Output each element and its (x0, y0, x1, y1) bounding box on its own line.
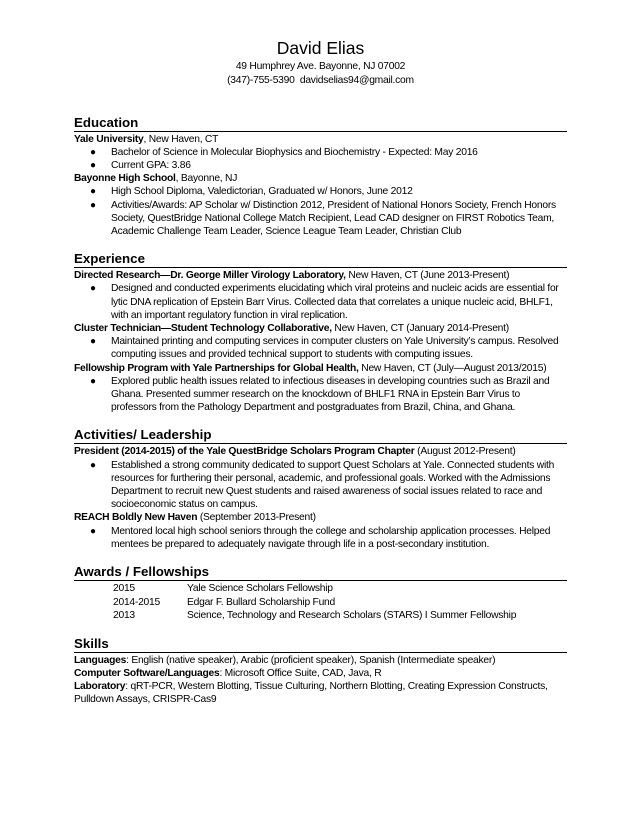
award-title: Science, Technology and Research Scholars (STARS) I Summer Fellowship (187, 610, 517, 622)
section-heading: Skills (74, 636, 567, 653)
entry-org: REACH Boldly New Haven (74, 512, 198, 524)
entry-details: (August 2012-Present) (414, 446, 516, 458)
bullet-list (74, 185, 567, 238)
skill-row (74, 654, 567, 667)
phone: (347)-755-5390 (227, 75, 295, 87)
awards-table (113, 582, 516, 623)
skill-row (74, 667, 567, 680)
address: 49 Humphrey Ave. Bayonne, NJ 07002 (235, 61, 406, 72)
experience-section (74, 251, 567, 414)
section-heading: Education (74, 115, 567, 132)
section-heading: Experience (74, 251, 567, 268)
entry-details: , Bayonne, NJ (175, 173, 238, 185)
entry-details: , New Haven, CT (143, 133, 219, 145)
candidate-name: David Elias (276, 38, 365, 58)
entry-title (74, 445, 567, 458)
section-heading: Awards / Fellowships (74, 564, 567, 581)
bullet-text: Bachelor of Science in Molecular Biophysics and Biochemistry - Expected: May 2016 (111, 146, 478, 158)
table-row (113, 582, 516, 596)
contact-line (74, 74, 567, 88)
bullet-icon: ● (90, 160, 96, 171)
awards-section (74, 564, 567, 623)
entry-title (74, 322, 567, 335)
award-title: Edgar F. Bullard Scholarship Fund (187, 596, 336, 608)
skill-row (74, 680, 567, 706)
bullet-list (74, 375, 567, 415)
bullet-icon: ● (90, 199, 96, 211)
award-title: Yale Science Scholars Fellowship (187, 583, 333, 595)
bullet-text: Designed and conducted experiments elucidating which viral proteins and nucleic acids are essential for lytic DNA replication of Epstein Barr Virus. Collected data that correlates a unique nucleic acid, BHLF1, with an important regulatory function in viral replication. (111, 283, 559, 321)
skill-label: Computer Software/Languages (74, 668, 220, 680)
skill-value: : qRT-PCR, Western Blotting, Tissue Culturing, Northern Blotting, Creating Expression Constructs, Pulldown Assays, CRISPR-Cas9 (74, 681, 548, 706)
entry-org: Yale University (74, 133, 144, 145)
award-year: 2013 (113, 610, 135, 622)
award-year: 2014-2015 (113, 596, 160, 608)
list-item (90, 159, 567, 172)
list-item (90, 459, 567, 512)
award-year: 2015 (113, 583, 135, 595)
table-row (113, 596, 516, 610)
entry-org: Bayonne High School (74, 173, 176, 185)
list-item (90, 375, 567, 415)
entry-org: Fellowship Program with Yale Partnerships for Global Health, (74, 362, 359, 374)
experience-entry (74, 269, 567, 322)
bullet-list (74, 335, 567, 361)
education-entry (74, 172, 567, 238)
bullet-text: Activities/Awards: AP Scholar w/ Distinction 2012, President of National Honors Society, French Honors Society, QuestBridge National College Match Recipient, Lead CAD designer on FIRST Robotics Team, Academic Challenge Team Leader, Science League Team Leader, Christian Club (111, 199, 556, 238)
entry-details: New Haven, CT (July—August 2013/2015) (358, 362, 547, 374)
section-heading: Activities/ Leadership (74, 427, 567, 444)
education-entry (74, 133, 567, 173)
list-item (90, 185, 567, 198)
skills-section (74, 636, 567, 707)
entry-org: Cluster Technician—Student Technology Collaborative, (74, 323, 332, 335)
skill-value: : Microsoft Office Suite, CAD, Java, R (219, 668, 382, 680)
experience-entry (74, 362, 567, 415)
entry-title (74, 511, 567, 524)
activity-entry (74, 445, 567, 511)
bullet-text: Explored public health issues related to infectious diseases in developing countries such as Brazil and Ghana. Presented summer research on the knockdown of BHLF1 RNA in Epstein Barr Virus to professors from the Pathology Department and postgraduates from Brazil, China, and Ghana. (111, 375, 550, 414)
bullet-text: High School Diploma, Valedictorian, Graduated w/ Honors, June 2012 (111, 186, 413, 198)
resume-header (74, 38, 567, 89)
experience-entry (74, 322, 567, 362)
entry-title (74, 269, 567, 282)
bullet-icon: ● (90, 375, 96, 387)
entry-org: Directed Research—Dr. George Miller Virology Laboratory, (74, 270, 346, 282)
table-row (113, 609, 516, 623)
list-item (90, 282, 567, 322)
entry-details: New Haven, CT (June 2013-Present) (345, 270, 510, 282)
activities-section (74, 427, 567, 551)
education-section (74, 115, 567, 239)
entry-title (74, 362, 567, 375)
bullet-text: Current GPA: 3.86 (111, 160, 191, 171)
bullet-icon: ● (90, 186, 96, 198)
entry-details: (September 2013-Present) (197, 512, 316, 524)
bullet-text: Mentored local high school seniors through the college and scholarship application processes. Helped mentees be prepared to adequately navigate through life in a post-secondary institution. (111, 525, 551, 550)
bullet-list (74, 146, 567, 172)
entry-details: New Haven, CT (January 2014-Present) (331, 323, 509, 335)
skill-value: : English (native speaker), Arabic (proficient speaker), Spanish (Intermediate speaker) (126, 654, 496, 666)
bullet-text: Established a strong community dedicated to support Quest Scholars at Yale. Connected students with resources for furthering their personal, academic, and professional goals. Worked with the Admissions Department to recruit new Quest students and raised awareness of social issues related to race and socioeconomic status on campus. (111, 459, 555, 511)
activity-entry (74, 511, 567, 551)
skill-label: Laboratory (74, 681, 126, 693)
bullet-icon: ● (90, 336, 96, 348)
list-item (90, 525, 567, 551)
entry-title (74, 133, 567, 146)
skill-label: Languages (74, 654, 127, 666)
list-item (90, 146, 567, 159)
bullet-list (74, 282, 567, 322)
entry-title (74, 172, 567, 185)
bullet-list (74, 525, 567, 551)
list-item (90, 335, 567, 361)
list-item (90, 199, 567, 239)
bullet-list (74, 459, 567, 512)
bullet-text: Maintained printing and computing services in computer clusters on Yale University’s campus. Resolved computing issues and provided technical support to students with computing issues. (111, 336, 559, 361)
entry-org: President (2014-2015) of the Yale QuestBridge Scholars Program Chapter (74, 446, 415, 458)
bullet-icon: ● (90, 525, 96, 537)
email: davidselias94@gmail.com (299, 75, 414, 87)
bullet-icon: ● (90, 459, 96, 471)
bullet-icon: ● (90, 283, 96, 295)
bullet-icon: ● (90, 146, 96, 158)
